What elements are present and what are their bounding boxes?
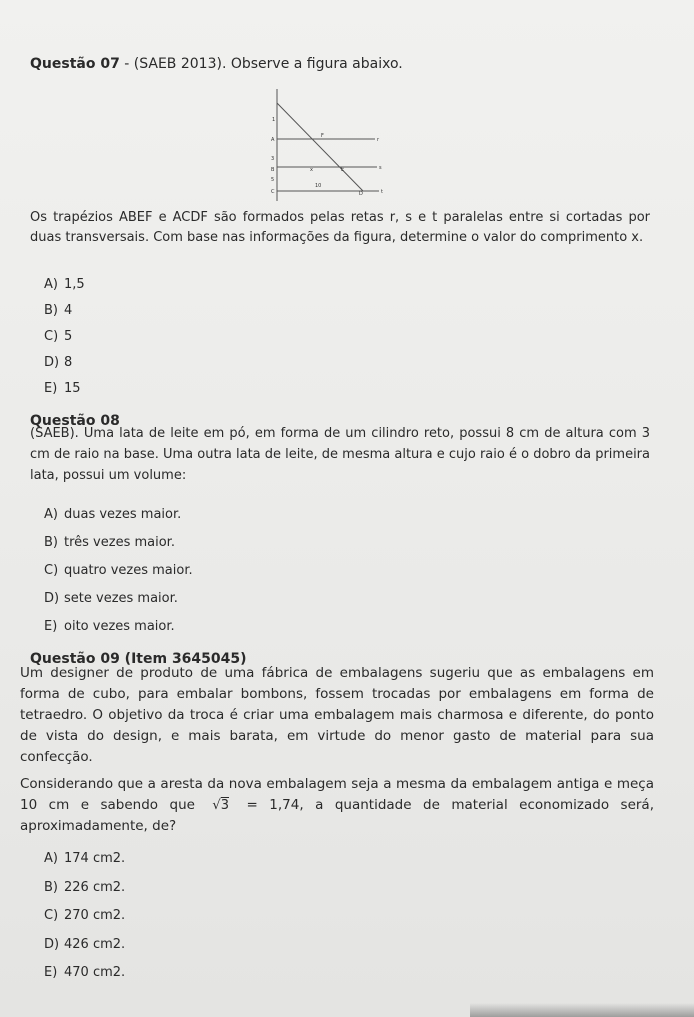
svg-text:5: 5 — [271, 177, 275, 183]
question-09-paragraph-1: Um designer de produto de uma fábrica de embalagens sugeriu que as embalagens em forma de cubo, para embalar bombons, fossem trocadas por embalagens em forma de tetraedro. O objetivo da troca é criar uma embalagem mais charmosa e diferente, do ponto de vista do design, e mais barata, em virtude do menor gasto de material para sua confecção. — [20, 665, 654, 765]
svg-text:B: B — [271, 167, 275, 173]
question-08-stem: (SAEB). Uma lata de leite em pó, em forma de um cilindro reto, possui 8 cm de altura com 3 cm de raio na base. Uma outra lata de leite, de mesma altura e cujo raio é o dobro da primeira lata, possui um volume: — [30, 426, 650, 483]
question-09-options — [44, 845, 125, 988]
option-d[interactable]: D) 8 — [44, 355, 73, 370]
question-07-body — [30, 208, 650, 248]
trapezoid-figure — [255, 83, 395, 205]
question-09-title: Questão 09 (Item 3645045) — [30, 651, 247, 667]
svg-text:3: 3 — [271, 156, 275, 162]
option-c[interactable]: C) 5 — [44, 329, 73, 344]
question-09-paragraph-2: Considerando que a aresta da nova embalagem seja a mesma da embalagem antiga e meça 10 cm e sabendo que √3 = 1,74, a quantidade de material economizado será, aproximadamente, de? — [20, 776, 654, 834]
option-c[interactable]: C) 270 cm2. — [44, 908, 126, 923]
svg-text:D: D — [359, 191, 363, 197]
svg-text:10: 10 — [315, 183, 322, 189]
option-e[interactable]: E) oito vezes maior. — [44, 619, 175, 634]
question-08-body — [30, 423, 650, 486]
option-e[interactable]: E) 470 cm2. — [44, 965, 126, 980]
question-07-stem: Os trapézios ABEF e ACDF são formados pelas retas r, s e t paralelas entre si cortadas por duas transversais. Com base nas informações da figura, determine o valor do comprimento x. — [30, 210, 650, 245]
option-a[interactable]: A) 174 cm2. — [44, 851, 126, 866]
option-d[interactable]: D) 426 cm2. — [44, 936, 126, 952]
svg-text:C: C — [271, 189, 275, 195]
question-07-options — [44, 272, 85, 402]
option-c[interactable]: C) quatro vezes maior. — [44, 563, 193, 578]
svg-text:E: E — [341, 167, 345, 173]
option-a[interactable]: A) duas vezes maior. — [44, 507, 182, 522]
question-09-body — [20, 663, 654, 837]
question-08-title: Questão 08 — [30, 413, 120, 429]
svg-text:s: s — [379, 165, 382, 171]
svg-text:x: x — [310, 167, 313, 173]
svg-text:F: F — [321, 133, 324, 139]
question-08-options — [44, 501, 193, 641]
page-edge-shadow — [470, 1003, 694, 1017]
sqrt3-expression: √3 — [212, 798, 229, 813]
question-07-title: Questão 07 - (SAEB 2013). Observe a figura abaixo. — [30, 56, 403, 72]
svg-text:t: t — [381, 189, 383, 195]
svg-text:1: 1 — [272, 117, 276, 123]
oblique-transversal — [277, 103, 363, 191]
option-b[interactable]: B) 226 cm2. — [44, 879, 126, 895]
option-b[interactable]: B) 4 — [44, 303, 73, 318]
svg-text:r: r — [377, 137, 380, 143]
option-e[interactable]: E) 15 — [44, 381, 81, 396]
svg-text:A: A — [271, 137, 275, 143]
option-a[interactable]: A) 1,5 — [44, 277, 85, 292]
question-07-header — [30, 55, 650, 73]
option-d[interactable]: D) sete vezes maior. — [44, 591, 178, 606]
option-b[interactable]: B) três vezes maior. — [44, 535, 175, 550]
